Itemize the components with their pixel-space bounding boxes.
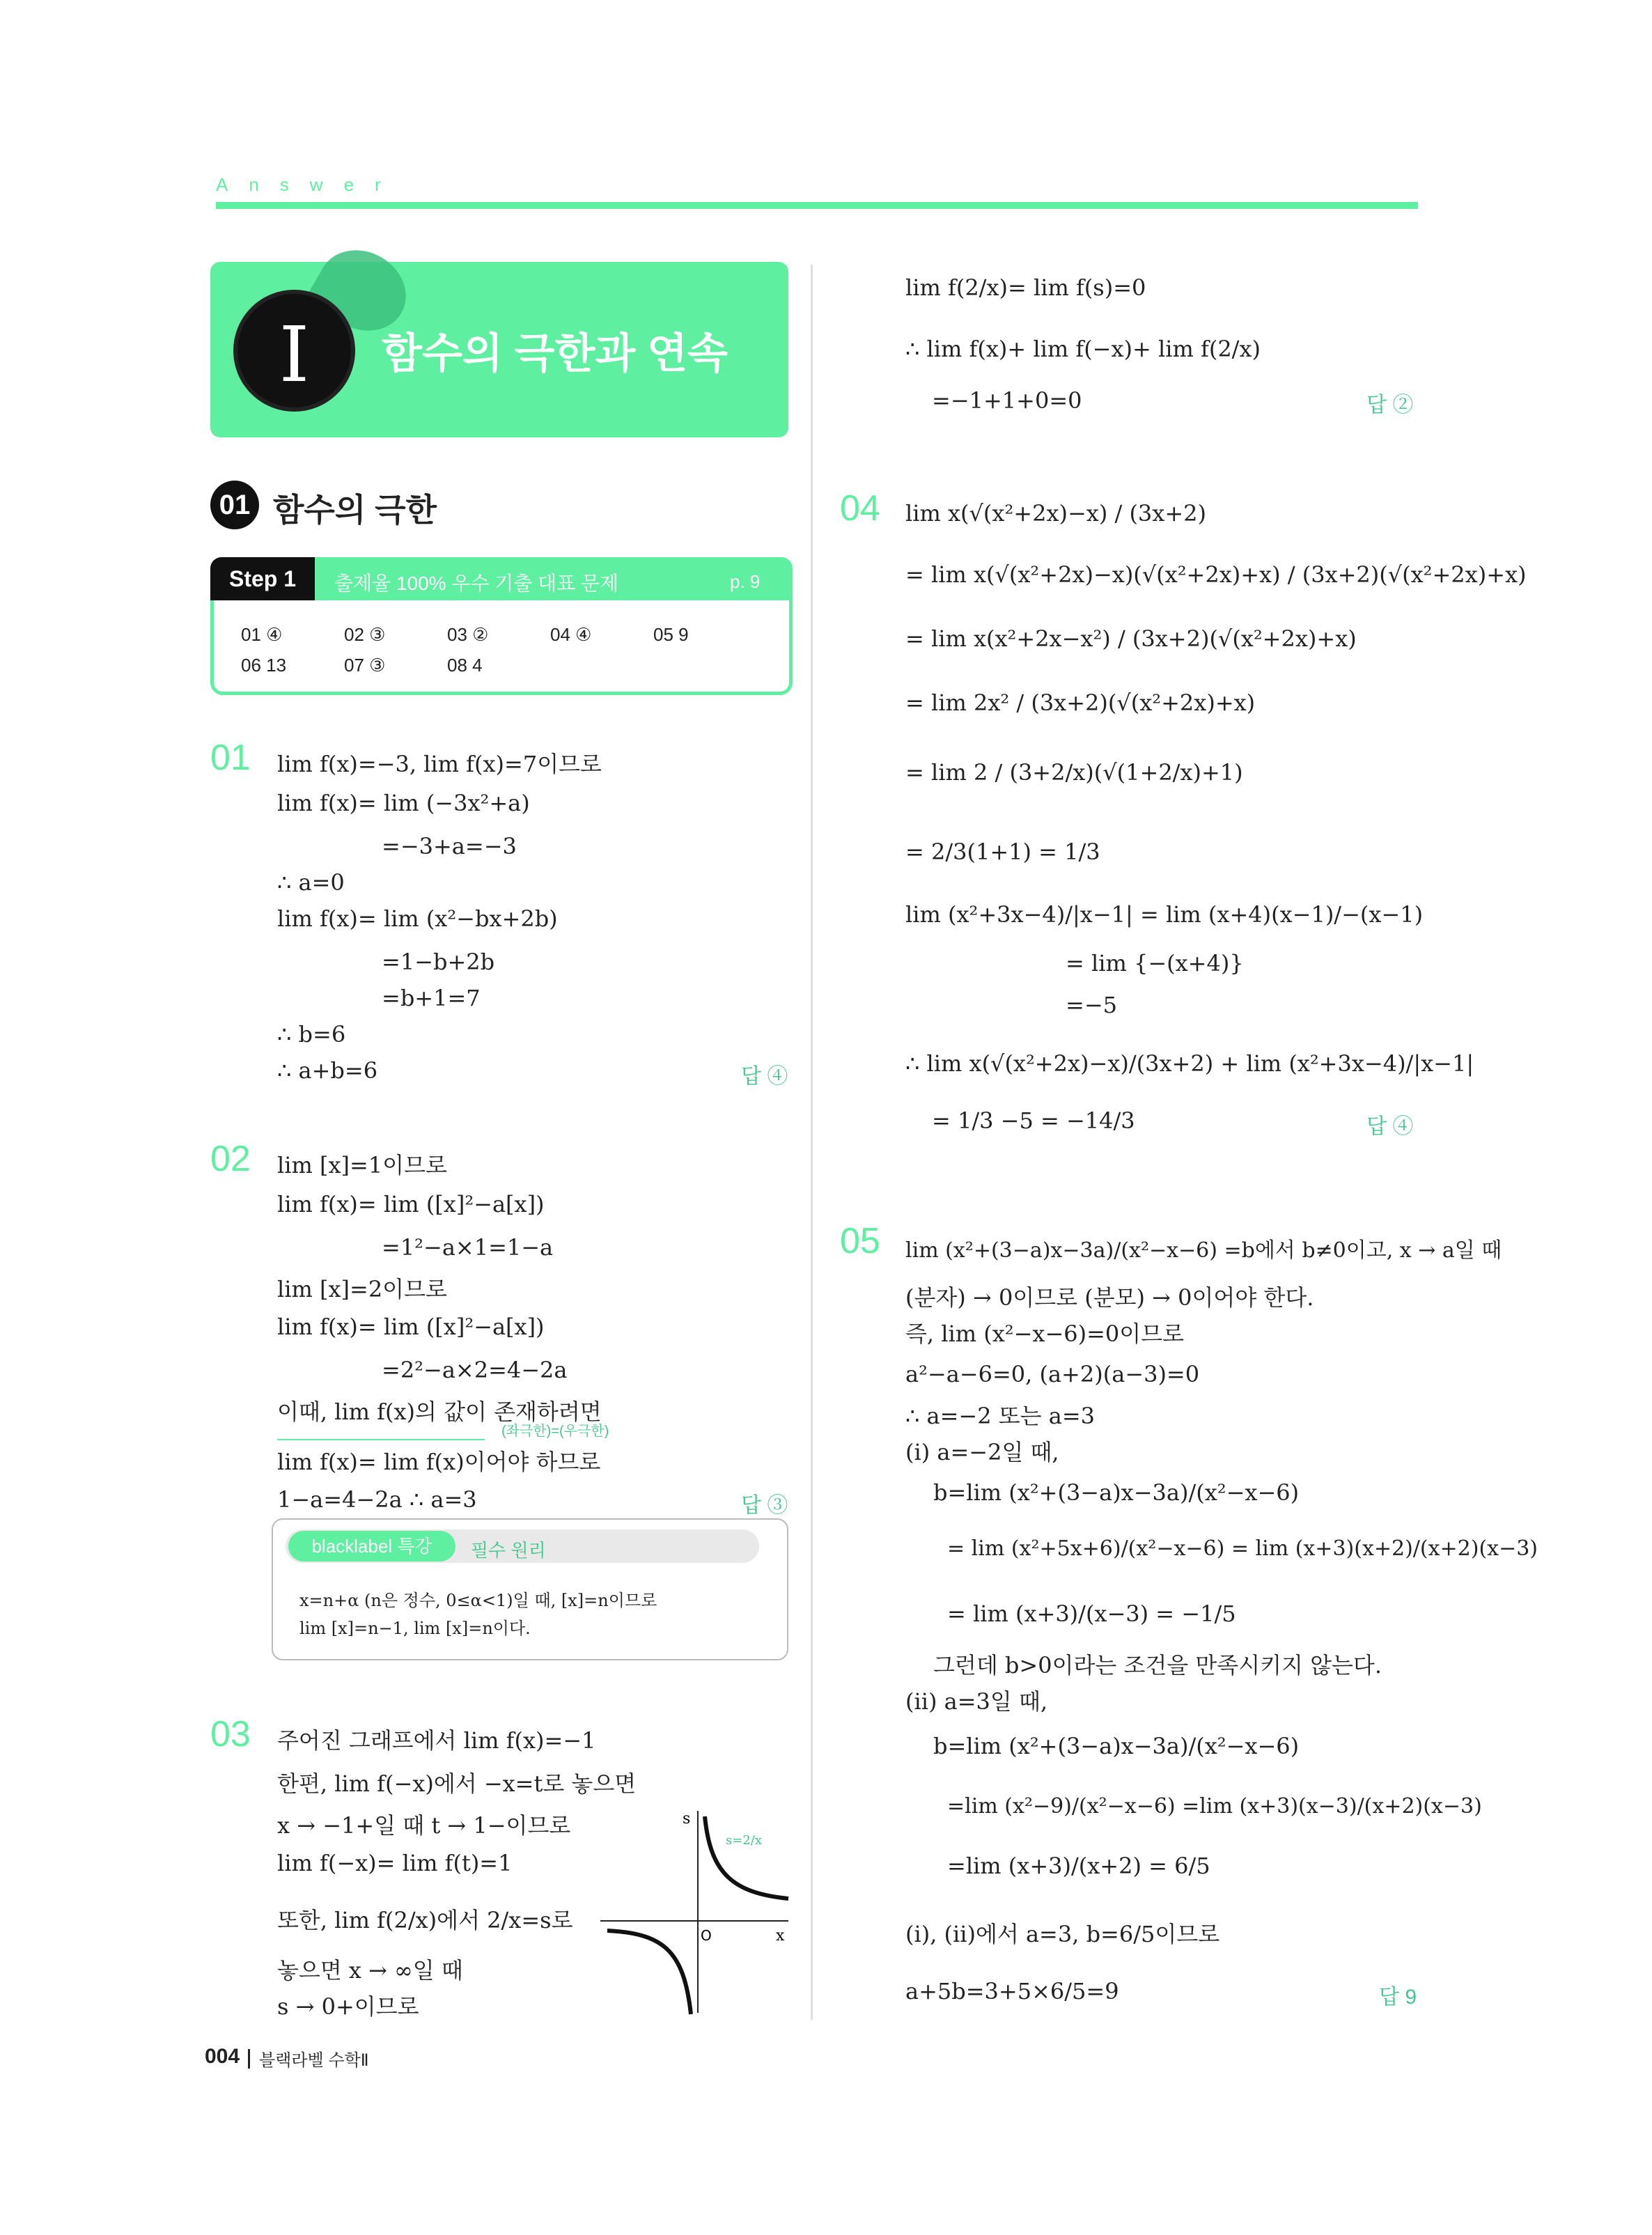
- solution-line: = 2/3(1+1) = 1/3: [905, 839, 1100, 865]
- solution-line: lim f(x)=−3, lim f(x)=7이므로: [277, 751, 602, 777]
- solution-line: ∴ a=−2 또는 a=3: [905, 1403, 1096, 1429]
- answer-item: 06 13: [241, 655, 287, 676]
- solution-line: 이때, lim f(x)의 값이 존재하려면: [277, 1399, 602, 1425]
- step-subtitle: 출제율 100% 우수 기출 대표 문제: [334, 573, 619, 594]
- solution-line: ∴ lim f(x)+ lim f(−x)+ lim f(2/x): [905, 336, 1261, 362]
- blacklabel-subtitle: 필수 원리: [471, 1540, 546, 1561]
- solution-line: (ⅰ), (ⅱ)에서 a=3, b=6/5이므로: [905, 1921, 1220, 1947]
- solution-line: (ⅱ) a=3일 때,: [905, 1688, 1048, 1715]
- solution-line: =−5: [1066, 992, 1117, 1018]
- problem-number: 02: [210, 1139, 251, 1179]
- solution-line: =lim (x²−9)/(x²−x−6) =lim (x+3)(x−3)/(x+2)(x−3): [947, 1794, 1482, 1819]
- answer-mark: 답 ③: [741, 1494, 788, 1517]
- solution-line: =1−b+2b: [382, 949, 495, 975]
- solution-line: lim (x²+(3−a)x−3a)/(x²−x−6) =b에서 b≠0이고, x → a일 때: [905, 1238, 1502, 1263]
- blacklabel-tag: blacklabel 특강: [288, 1531, 455, 1562]
- solution-line: 즉, lim (x²−x−6)=0이므로: [905, 1321, 1185, 1347]
- solution-line: =b+1=7: [382, 985, 481, 1011]
- solution-line: 한편, lim f(−x)에서 −x=t로 놓으면: [277, 1770, 637, 1797]
- solution-line: lim f(x)= lim ([x]²−a[x]): [277, 1191, 545, 1217]
- solution-line: = lim {−(x+4)}: [1066, 950, 1244, 976]
- solution-line: lim [x]=2이므로: [277, 1276, 447, 1302]
- answer-mark: 답 ④: [741, 1065, 788, 1088]
- solution-line: =2²−a×2=4−2a: [382, 1357, 568, 1383]
- answer-item: 07 ③: [344, 655, 386, 676]
- section-title: 함수의 극한: [273, 492, 437, 528]
- solution-line: lim f(−x)= lim f(t)=1: [277, 1850, 513, 1876]
- solution-line: a²−a−6=0, (a+2)(a−3)=0: [905, 1361, 1200, 1387]
- solution-line: = 1/3 −5 = −14/3: [932, 1107, 1135, 1134]
- problem-number: 04: [840, 488, 880, 529]
- solution-line: =−3+a=−3: [382, 833, 517, 859]
- axis-label-x: x: [776, 1927, 785, 1945]
- solution-line: lim f(x)= lim (−3x²+a): [277, 790, 530, 816]
- solution-line: = lim (x+3)/(x−3) = −1/5: [947, 1601, 1236, 1627]
- solution-line: = lim x(x²+2x−x²) / (3x+2)(√(x²+2x)+x): [905, 625, 1357, 652]
- solution-line: = lim 2 / (3+2/x)(√(1+2/x)+1): [905, 759, 1243, 786]
- answer-item: 03 ②: [447, 624, 489, 645]
- solution-line: = lim x(√(x²+2x)−x)(√(x²+2x)+x) / (3x+2)(√(x²+2x)+x): [905, 561, 1527, 588]
- footer-divider: [248, 2049, 250, 2069]
- solution-line: =−1+1+0=0: [932, 387, 1082, 414]
- solution-line: lim f(x)= lim (x²−bx+2b): [277, 905, 558, 932]
- solution-line: s → 0+이므로: [277, 1993, 419, 2020]
- solution-line: lim x(√(x²+2x)−x) / (3x+2): [905, 500, 1206, 527]
- problem-number: 05: [840, 1221, 880, 1261]
- solution-line: lim [x]=1이므로: [277, 1152, 447, 1178]
- solution-line: lim f(x)= lim ([x]²−a[x]): [277, 1314, 545, 1340]
- solution-line: ∴ lim x(√(x²+2x)−x)/(3x+2) + lim (x²+3x−4)/|x−1|: [905, 1050, 1474, 1077]
- answer-item: 02 ③: [344, 624, 386, 645]
- answer-mark: 답 ②: [1366, 394, 1414, 416]
- step-page: p. 9: [730, 571, 761, 592]
- answer-mark: 답 ④: [1366, 1115, 1414, 1138]
- solution-line: b=lim (x²+(3−a)x−3a)/(x²−x−6): [933, 1479, 1300, 1506]
- solution-line: ∴ a+b=6: [277, 1057, 378, 1084]
- step-label: Step 1: [210, 557, 315, 600]
- solution-line: x → −1+일 때 t → 1−이므로: [277, 1812, 571, 1839]
- solution-line: 주어진 그래프에서 lim f(x)=−1: [277, 1727, 596, 1754]
- solution-line: = lim 2x² / (3x+2)(√(x²+2x)+x): [905, 690, 1256, 716]
- function-graph: [600, 1811, 795, 2020]
- blacklabel-line: x=n+α (n은 정수, 0≤α<1)일 때, [x]=n이므로: [299, 1591, 657, 1610]
- answer-mark: 답 9: [1379, 1986, 1417, 2009]
- origin-label: O: [701, 1927, 712, 1944]
- answer-item: 01 ④: [241, 624, 283, 645]
- answer-item: 05 9: [653, 624, 689, 645]
- header-label: Answer: [216, 174, 402, 195]
- solution-line: 1−a=4−2a ∴ a=3: [277, 1486, 477, 1513]
- solution-line: (ⅰ) a=−2일 때,: [905, 1439, 1059, 1465]
- solution-line: = lim (x²+5x+6)/(x²−x−6) = lim (x+3)(x+2)/(x+2)(x−3): [947, 1536, 1538, 1561]
- solution-line: lim (x²+3x−4)/|x−1| = lim (x+4)(x−1)/−(x−1): [905, 901, 1424, 928]
- solution-line: a+5b=3+5×6/5=9: [905, 1978, 1119, 2004]
- chapter-title: 함수의 극한과 연속: [382, 330, 728, 377]
- page-number: 004: [205, 2045, 240, 2068]
- solution-line: b=lim (x²+(3−a)x−3a)/(x²−x−6): [933, 1733, 1300, 1759]
- solution-line: ∴ a=0: [277, 869, 345, 896]
- curve-label: s=2/x: [726, 1833, 762, 1848]
- axis-label-s: s: [683, 1811, 691, 1828]
- solution-line: (분자) → 0이므로 (분모) → 0이어야 한다.: [905, 1284, 1314, 1311]
- blacklabel-line: lim [x]=n−1, lim [x]=n이다.: [299, 1619, 531, 1638]
- solution-line: 놓으면 x → ∞일 때: [277, 1957, 463, 1984]
- section-number: 01: [210, 481, 259, 529]
- book-title: 블랙라벨 수학Ⅱ: [259, 2051, 369, 2070]
- answer-item: 08 4: [447, 655, 483, 676]
- header-rule: [216, 202, 1418, 209]
- solution-line: lim f(2/x)= lim f(s)=0: [905, 274, 1146, 301]
- solution-line: ∴ b=6: [277, 1021, 346, 1048]
- problem-number: 03: [210, 1714, 251, 1754]
- solution-line: 그런데 b>0이라는 조건을 만족시키지 않는다.: [933, 1652, 1382, 1679]
- annotation-underline: [277, 1439, 485, 1440]
- chapter-numeral: I: [233, 290, 355, 412]
- solution-line: =1²−a×1=1−a: [382, 1234, 554, 1261]
- solution-line: 또한, lim f(2/x)에서 2/x=s로: [277, 1907, 573, 1933]
- answer-item: 04 ④: [550, 624, 592, 645]
- solution-line: =lim (x+3)/(x+2) = 6/5: [947, 1853, 1210, 1879]
- column-divider: [811, 265, 813, 2020]
- annotation-note: (좌극한)=(우극한): [501, 1424, 609, 1439]
- problem-number: 01: [210, 738, 251, 778]
- solution-line: lim f(x)= lim f(x)이어야 하므로: [277, 1449, 601, 1475]
